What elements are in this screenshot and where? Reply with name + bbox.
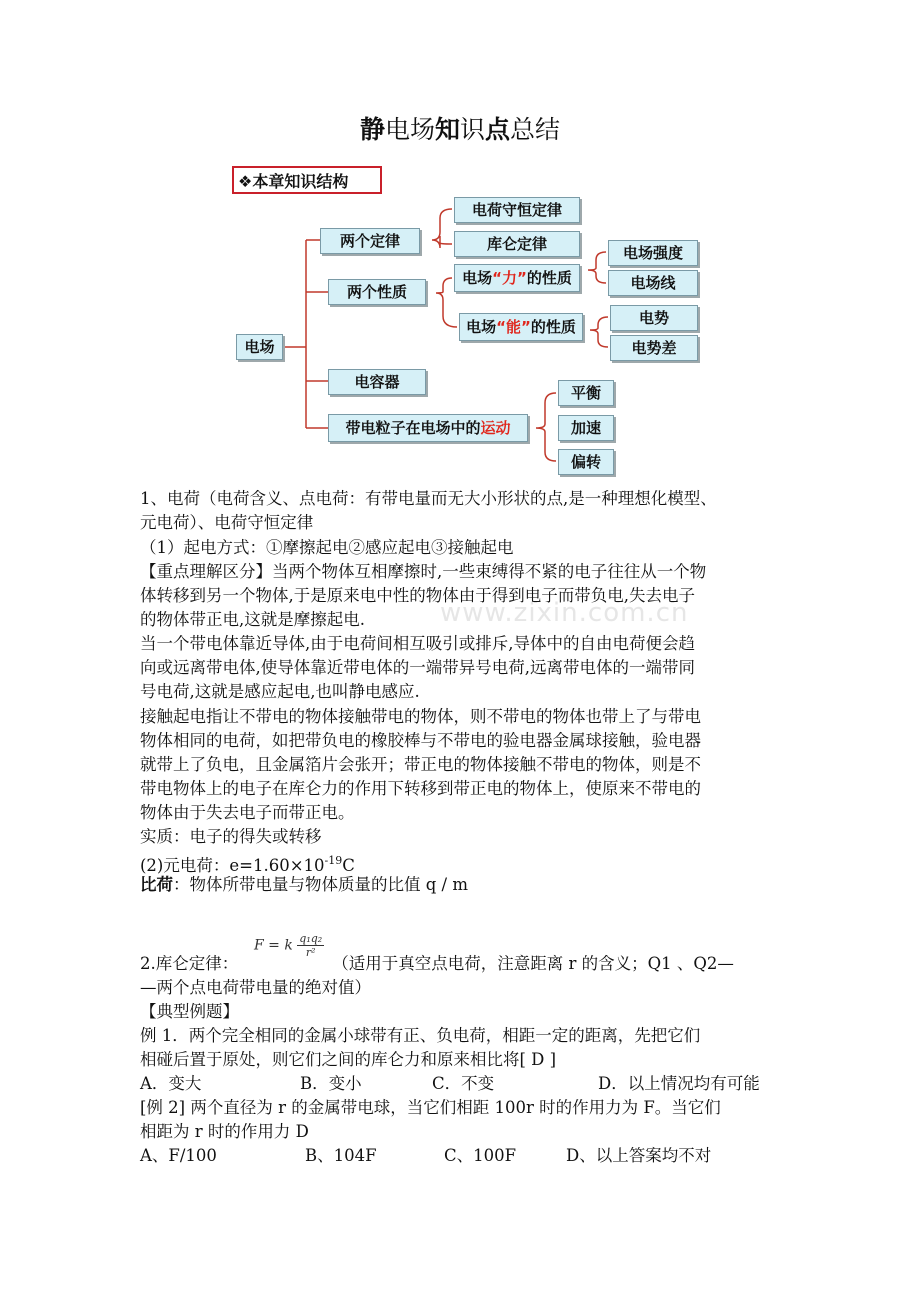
text-line-11: 物体相同的电荷，如把带负电的橡胶棒与不带电的验电器金属球接触，验电器 [140,731,701,750]
text-line-5: 体转移到另一个物体,于是原来电中性的物体由于得到电子而带负电,失去电子 [140,586,695,605]
text-line-4: 【重点理解区分】当两个物体互相摩擦时,一些束缚得不紧的电子往往从一个物 [140,562,707,581]
text-line-8: 向或远离带电体,使导体靠近带电体的一端带异号电荷,远离带电体的一端带同 [140,658,695,677]
example-1-line-2: 相碰后置于原处，则它们之间的库仑力和原来相比将[ D ] [140,1050,557,1069]
elementary-charge: (2)元电荷：$e=1.60\times 10^{-19}C$ [140,854,355,875]
coulomb-law: 2.库仑定律： （适用于真空点电荷，注意距离 r 的含义；Q1 、Q2— [140,954,734,973]
coulomb-note-2: —两个点电荷带电量的绝对值） [140,978,371,997]
example-2-option-a: A、F/100 [140,1146,217,1165]
examples-heading: 【典型例题】 [140,1002,239,1021]
potential-box: 电势 [610,305,698,331]
example-2-option-b: B、104F [305,1146,377,1165]
watermark: www.zixin.com.cn [440,598,689,628]
example-2-line-1: [例 2] 两个直径为 r 的金属带电球，当它们相距 100r 时的作用力为 F。当它们 [140,1098,721,1117]
diagram-header: ❖本章知识结构 [232,166,382,194]
text-line-9: 号电荷,这就是感应起电,也叫静电感应. [140,682,420,701]
potential-diff-box: 电势差 [610,335,698,361]
text-line-15: 实质：电子的得失或转移 [140,827,322,846]
energy-property-box: 电场“能”的性质 [459,313,583,341]
deflect-box: 偏转 [558,449,614,475]
force-property-box: 电场“力”的性质 [454,264,580,292]
text-line-1: 1、电荷（电荷含义、点电荷：有带电量而无大小形状的点,是一种理想化模型、 [140,489,717,508]
capacitor-box: 电容器 [328,369,426,395]
text-line-7: 当一个带电体靠近导体,由于电荷间相互吸引或排斥,导体中的自由电荷便会趋 [140,634,695,653]
specific-charge: 比荷：物体所带电量与物体质量的比值 q / m [140,875,469,894]
field-line-box: 电场线 [608,270,698,296]
field-strength-box: 电场强度 [608,240,698,266]
text-line-3: （1）起电方式：①摩擦起电②感应起电③接触起电 [140,538,514,557]
example-1-option-b: B．变小 [300,1074,362,1093]
example-2-option-d: D、以上答案均不对 [566,1146,712,1165]
example-1-option-d: D．以上情况均有可能 [598,1074,760,1093]
text-line-10: 接触起电指让不带电的物体接触带电的物体，则不带电的物体也带上了与带电 [140,707,701,726]
page-title: 静电场知识点总结 [359,115,561,144]
text-line-13: 带电物体上的电子在库仑力的作用下转移到带正电的物体上，使原来不带电的 [140,779,701,798]
text-line-2: 元电荷）、电荷守恒定律 [140,513,314,532]
motion-box: 带电粒子在电场中的运动 [328,414,528,442]
text-line-14: 物体由于失去电子而带正电。 [140,803,355,822]
coulomb-formula: F = k $\frac{\text{q₁q₂}}{\text{r²}}$ [254,932,323,959]
two-properties-box: 两个性质 [328,279,426,305]
text-line-6: 的物体带正电,这就是摩擦起电. [140,610,365,629]
accelerate-box: 加速 [558,415,614,441]
law-coulomb: 库仑定律 [454,231,580,257]
example-1-option-a: A．变大 [140,1074,202,1093]
law-charge-conservation: 电荷守恒定律 [454,197,580,223]
example-2-line-2: 相距为 r 时的作用力 D [140,1122,309,1141]
example-2-option-c: C、100F [444,1146,517,1165]
text-line-12: 就带上了负电，且金属箔片会张开；带正电的物体接触不带电的物体，则是不 [140,755,701,774]
example-1-line-1: 例 1．两个完全相同的金属小球带有正、负电荷，相距一定的距离，先把它们 [140,1026,701,1045]
root-field-box: 电场 [236,334,283,360]
two-laws-box: 两个定律 [320,228,420,254]
balance-box: 平衡 [558,380,614,406]
example-1-option-c: C．不变 [432,1074,495,1093]
